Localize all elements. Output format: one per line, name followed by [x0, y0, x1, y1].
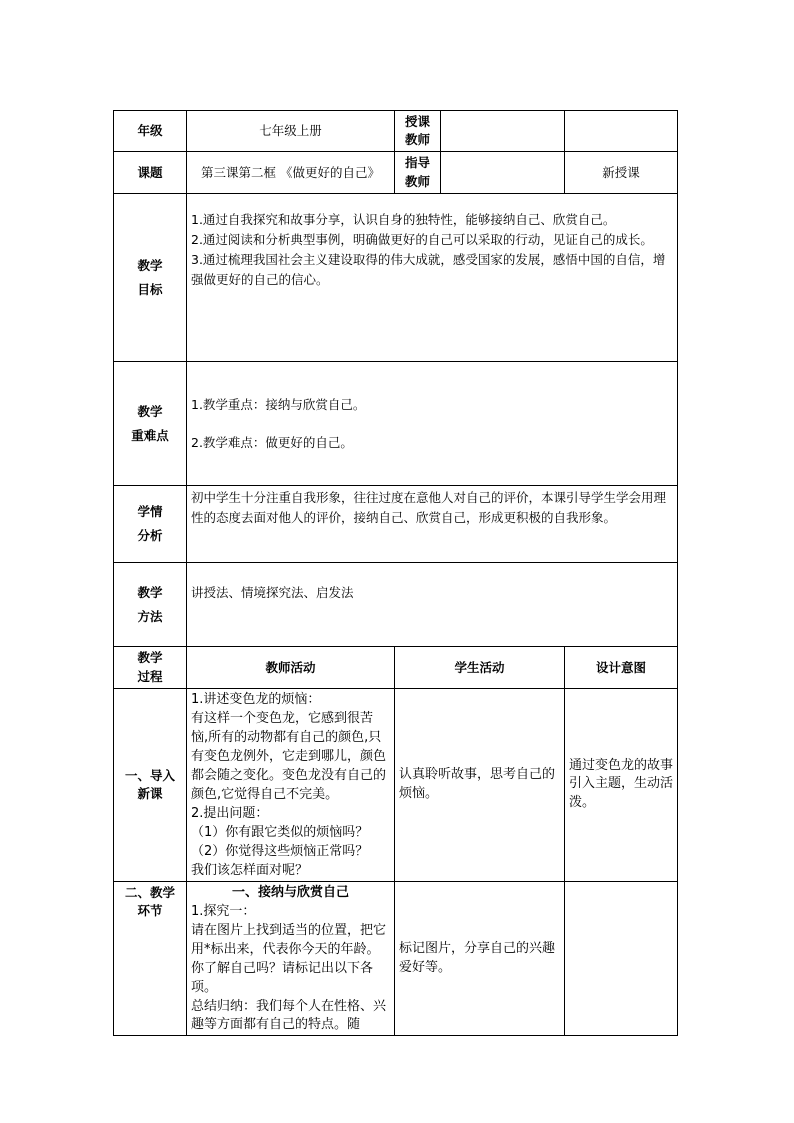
- methods-content: 讲授法、情境探究法、启发法: [187, 563, 678, 647]
- intro-stage-line1: 一、导入: [124, 767, 175, 783]
- teaching-stage: [114, 881, 187, 1036]
- key-points-label-line2: 重难点: [131, 427, 169, 443]
- goal-item: 3.通过梳理我国社会主义建设取得的伟大成就，感受国家的发展，感悟中国的自信，增强做更好的自己的信心。: [191, 252, 666, 287]
- process-label: [114, 647, 187, 689]
- key-points-label-line1: 教学: [137, 403, 163, 419]
- teacher-label-line2: 教师: [404, 132, 430, 147]
- row-goals: [114, 194, 678, 362]
- intro-design-intent: 通过变色龙的故事引入主题，生动活泼。: [565, 689, 678, 882]
- analysis-content: 初中学生十分注重自我形象，往往过度在意他人对自己的评价，本课引导学生学会用理性的态度去面对他人的评价，接纳自己、欣赏自己，形成更积极的自我形象。: [187, 486, 678, 563]
- key-points-label: [114, 362, 187, 486]
- lesson-type: 新授课: [565, 152, 678, 194]
- methods-label: [114, 563, 187, 647]
- key-point-item: 1.教学重点：接纳与欣赏自己。: [191, 396, 366, 412]
- analysis-label-line2: 分析: [137, 528, 163, 543]
- guide-value: [441, 152, 565, 194]
- methods-label-line2: 方法: [137, 608, 163, 624]
- analysis-label-line1: 学情: [137, 504, 163, 520]
- teacher-line: 有这样一个变色龙，它感到很苦恼,所有的动物都有自己的颜色,只有变色龙例外，它走到哪儿，颜色都会随之变化。变色龙没有自己的颜色,它觉得自己不完美。: [191, 710, 387, 802]
- teaching-student-activity: 标记图片，分享自己的兴趣爱好等。: [395, 881, 565, 1036]
- row-key-points: [114, 362, 678, 486]
- teacher-line: 总结归纳：我们每个人在性格、兴趣等方面都有自己的特点。随: [191, 998, 387, 1033]
- goals-content: [187, 194, 678, 362]
- key-point-item: 2.教学难点：做更好的自己。: [191, 434, 353, 450]
- intro-student-activity: 认真聆听故事，思考自己的烦恼。: [395, 689, 565, 882]
- goal-item: 1.通过自我探究和故事分享，认识自身的独特性，能够接纳自己、欣赏自己。: [191, 212, 616, 227]
- teaching-stage-line2: 环节: [137, 902, 163, 918]
- col-student-activity: 学生活动: [395, 647, 565, 689]
- teacher-line: （2）你觉得这些烦恼正常吗？: [191, 843, 369, 859]
- row-analysis: [114, 486, 678, 563]
- goals-label-line2: 目标: [137, 281, 163, 297]
- teacher-line: 1.探究一：: [191, 903, 256, 919]
- guide-label-line2: 教师: [404, 173, 430, 189]
- intro-stage: [114, 689, 187, 882]
- row-process-header: [114, 647, 678, 689]
- goals-label-line1: 教学: [137, 257, 163, 273]
- goal-item: 2.通过阅读和分析典型事例，明确做更好的自己可以采取的行动，见证自己的成长。: [191, 232, 653, 247]
- teacher-line: 1.讲述变色龙的烦恼：: [191, 692, 321, 707]
- row-teaching: [114, 881, 678, 1036]
- col-teacher-activity: 教师活动: [187, 647, 395, 689]
- teacher-line: 我们该怎样面对呢？: [191, 862, 309, 878]
- teacher-label-line1: 授课: [404, 113, 430, 129]
- teacher-section-title: 一、接纳与欣赏自己: [231, 884, 349, 900]
- row-grade: [114, 111, 678, 152]
- analysis-label: [114, 486, 187, 563]
- extra-value: [565, 111, 678, 152]
- methods-label-line1: 教学: [137, 584, 163, 600]
- guide-label-line1: 指导: [404, 155, 430, 171]
- row-topic: [114, 152, 678, 194]
- teacher-line: 请在图片上找到适当的位置，把它用*标出来，代表你今天的年龄。你了解自己吗？请标记出以下各项。: [191, 922, 387, 995]
- lesson-plan-table: [113, 110, 678, 1036]
- teacher-line: （1）你有跟它类似的烦恼吗？: [191, 824, 369, 840]
- grade-label: 年级: [114, 111, 187, 152]
- grade-value: 七年级上册: [187, 111, 395, 152]
- process-label-line1: 教学: [137, 650, 163, 666]
- topic-label: 课题: [114, 152, 187, 194]
- goals-label: [114, 194, 187, 362]
- topic-value: 第三课第二框 《做更好的自己》: [187, 152, 395, 194]
- col-design-intent: 设计意图: [565, 647, 678, 689]
- intro-stage-line2: 新课: [137, 785, 163, 801]
- teacher-label: [395, 111, 441, 152]
- teaching-stage-line1: 二、教学: [124, 884, 175, 900]
- teaching-design-intent: [565, 881, 678, 1036]
- teacher-line: 2.提出问题：: [191, 805, 269, 821]
- teaching-teacher-activity: [187, 881, 395, 1036]
- intro-teacher-activity: [187, 689, 395, 882]
- guide-label: [395, 152, 441, 194]
- row-intro: [114, 689, 678, 882]
- key-points-content: [187, 362, 678, 486]
- teacher-value: [441, 111, 565, 152]
- process-label-line2: 过程: [137, 668, 163, 684]
- row-methods: [114, 563, 678, 647]
